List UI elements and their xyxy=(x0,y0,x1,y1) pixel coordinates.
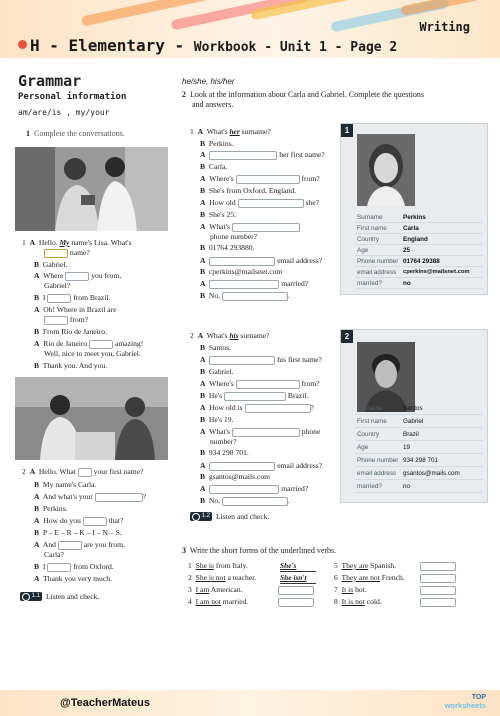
ex3-answer-1[interactable]: She's xyxy=(280,561,316,572)
q1-blank-8[interactable] xyxy=(222,292,288,301)
ex3-answer-6[interactable] xyxy=(420,574,456,583)
q1-blank-7[interactable] xyxy=(209,280,279,289)
c1-blank-is[interactable] xyxy=(89,340,113,349)
q2-blank-9[interactable] xyxy=(222,497,288,506)
dot-icon xyxy=(18,40,27,49)
ex3-item: 1 She is from Italy. xyxy=(188,561,248,570)
q2-blank-2[interactable] xyxy=(209,356,275,365)
audio-icon[interactable]: 1.2 xyxy=(190,512,212,521)
c2-blank-where[interactable] xyxy=(58,541,82,550)
ex2-heading: he/she, his/her xyxy=(182,77,235,86)
carla-photo xyxy=(357,134,415,206)
ex3-answer-5[interactable] xyxy=(420,562,456,571)
c2-blank-spell[interactable] xyxy=(83,517,107,526)
c2-blank-am[interactable] xyxy=(47,563,71,572)
q1-blank-2[interactable] xyxy=(209,151,277,160)
q2-blank-3[interactable] xyxy=(236,380,300,389)
q1-blank-3[interactable] xyxy=(236,175,300,184)
ex1-instruction: 1 Complete the conversations. xyxy=(26,129,125,138)
ex3-answer-3[interactable] xyxy=(278,586,314,595)
q1-blank-4[interactable] xyxy=(238,199,304,208)
grammar-title: Grammar xyxy=(18,72,82,90)
c1-blank-you[interactable] xyxy=(44,316,68,325)
ex3-answer-2[interactable]: She isn't xyxy=(280,573,316,584)
ex3-item: 7 It is hot. xyxy=(334,585,367,594)
profile-card-carla: 1 Surname Perkins First name Carla Country England Age 25 Phone number 01764 29388 email address cperkins@mailsnet.com married? no xyxy=(340,123,488,295)
q2-blank-4[interactable] xyxy=(224,392,286,401)
q1-blank-5[interactable] xyxy=(232,223,300,232)
ex2-instruction: 2 Look at the information about Carla and Gabriel. Complete the questions xyxy=(182,90,424,99)
ex3-item: 8 It is not cold. xyxy=(334,597,382,606)
conversation-photo-2 xyxy=(15,377,168,460)
profile-card-gabriel: 2 Surname Santos First name Gabriel Country Brazil Age 19 Phone number 934 298 701 email address gsantos@mails.com married? no xyxy=(340,329,488,503)
grammar-topic: am/are/is , my/your xyxy=(18,108,110,117)
c1-blank-your[interactable] xyxy=(44,249,68,258)
c1-blank-are[interactable] xyxy=(65,272,89,281)
section-label: Writing xyxy=(419,20,470,34)
ex3-item: 3 I am American. xyxy=(188,585,243,594)
q2-blank-7[interactable] xyxy=(209,462,275,471)
c2-blank-is[interactable] xyxy=(78,468,92,477)
ex3-instruction: 3 Write the short forms of the underlined verbs. xyxy=(182,546,337,555)
audio-icon[interactable]: 1.1 xyxy=(20,592,42,601)
card2-table: Surname Santos First name Gabriel Country Brazil Age 19 Phone number 934 298 701 email address gsantos@mails.com married? no xyxy=(355,402,483,493)
ex3-item: 5 They are Spanish. xyxy=(334,561,397,570)
ex3-answer-8[interactable] xyxy=(420,598,456,607)
c1-blank-am[interactable] xyxy=(47,294,71,303)
ex3-answer-7[interactable] xyxy=(420,586,456,595)
watermark-logo: TOP worksheets xyxy=(444,694,486,710)
q2-blank-5[interactable] xyxy=(245,404,311,413)
q1-blank-6[interactable] xyxy=(209,257,275,266)
ex3-answer-4[interactable] xyxy=(278,598,314,607)
c2-blank-surname[interactable] xyxy=(95,493,143,502)
ex3-item: 6 They are not French. xyxy=(334,573,405,582)
author-handle: @TeacherMateus xyxy=(60,697,150,709)
ex1-listen[interactable]: 1.1 Listen and check. xyxy=(20,592,99,601)
c1-line1: 1 A Hello. My name's Lisa. What's xyxy=(22,238,132,247)
q2-blank-8[interactable] xyxy=(209,485,279,494)
card1-table: Surname Perkins First name Carla Country England Age 25 Phone number 01764 29388 email address cperkins@mailsnet.com married? no xyxy=(355,212,483,289)
q2-blank-6[interactable] xyxy=(232,428,300,437)
ex3-item: 4 I am not married. xyxy=(188,597,249,606)
conversation-photo-1 xyxy=(15,147,168,231)
ex2-listen[interactable]: 1.2 Listen and check. xyxy=(190,512,269,521)
ex3-item: 2 She is not a teacher. xyxy=(188,573,257,582)
grammar-subtitle: Personal information xyxy=(18,92,127,102)
page-title: H - Elementary - Workbook - Unit 1 - Page 2 xyxy=(30,36,398,55)
